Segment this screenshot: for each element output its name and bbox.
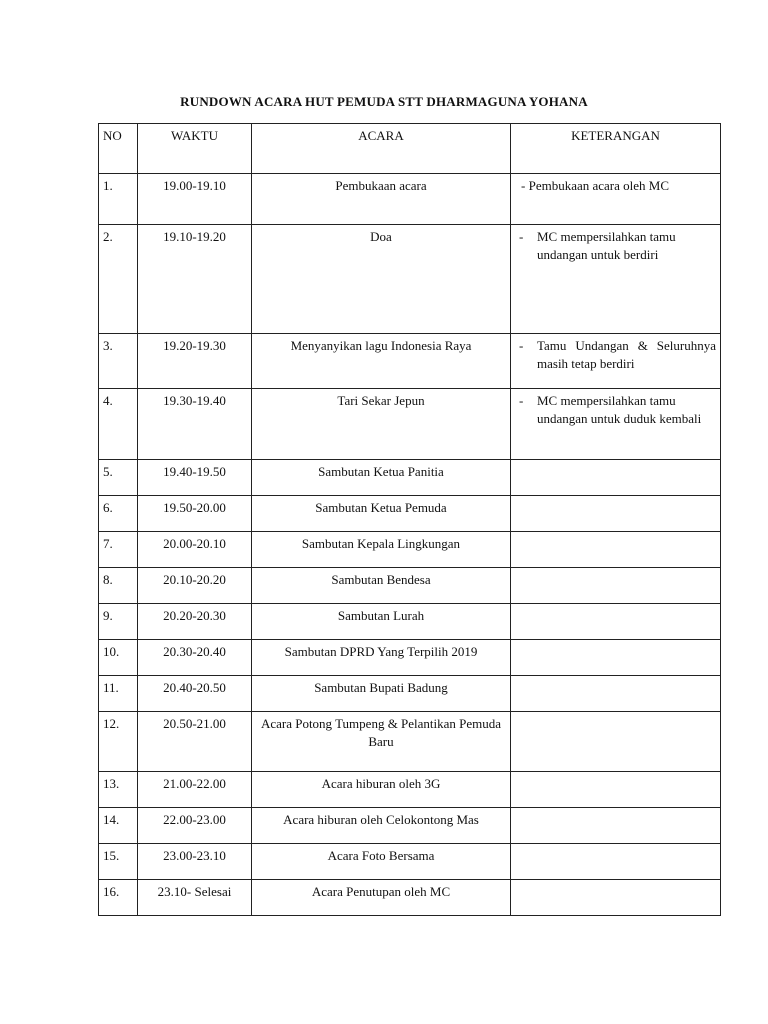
cell-note xyxy=(511,844,721,880)
table-row xyxy=(99,880,721,916)
note-text: MC mempersilahkan tamu undangan untuk berdiri xyxy=(537,229,676,262)
cell-time: 20.00-20.10 xyxy=(138,532,252,568)
cell-no: 1. xyxy=(99,174,138,225)
table-row xyxy=(99,568,721,604)
cell-activity: Acara Foto Bersama xyxy=(252,844,511,880)
note-dash: - xyxy=(521,178,526,193)
cell-activity: Menyanyikan lagu Indonesia Raya xyxy=(252,334,511,389)
cell-note xyxy=(511,568,721,604)
note-text: MC mempersilahkan tamu undangan untuk duduk kembali xyxy=(537,393,702,426)
cell-note xyxy=(511,640,721,676)
cell-activity: Acara hiburan oleh Celokontong Mas xyxy=(252,808,511,844)
cell-activity: Sambutan DPRD Yang Terpilih 2019 xyxy=(252,640,511,676)
table-row xyxy=(99,334,721,389)
cell-time: 20.40-20.50 xyxy=(138,676,252,712)
note-dash: - xyxy=(519,338,524,353)
table-row xyxy=(99,712,721,772)
cell-note xyxy=(511,225,721,334)
cell-note xyxy=(511,772,721,808)
table-row xyxy=(99,640,721,676)
cell-time: 20.20-20.30 xyxy=(138,604,252,640)
cell-no: 4. xyxy=(99,389,138,460)
cell-no: 10. xyxy=(99,640,138,676)
cell-activity: Sambutan Bendesa xyxy=(252,568,511,604)
cell-note xyxy=(511,496,721,532)
cell-no: 3. xyxy=(99,334,138,389)
cell-note xyxy=(511,712,721,772)
document-title: RUNDOWN ACARA HUT PEMUDA STT DHARMAGUNA YOHANA xyxy=(180,94,588,109)
note-text: Pembukaan acara oleh MC xyxy=(528,178,670,193)
cell-time: 19.40-19.50 xyxy=(138,460,252,496)
cell-note xyxy=(511,676,721,712)
table-row xyxy=(99,844,721,880)
table-row xyxy=(99,532,721,568)
cell-time: 21.00-22.00 xyxy=(138,772,252,808)
table-row xyxy=(99,772,721,808)
cell-no: 16. xyxy=(99,880,138,916)
table-header-row xyxy=(99,124,721,174)
cell-note xyxy=(511,389,721,460)
table-row xyxy=(99,808,721,844)
cell-time: 19.30-19.40 xyxy=(138,389,252,460)
header-note: KETERANGAN xyxy=(511,124,721,174)
cell-note xyxy=(511,604,721,640)
cell-time: 23.00-23.10 xyxy=(138,844,252,880)
cell-note xyxy=(511,880,721,916)
table-row xyxy=(99,676,721,712)
cell-no: 13. xyxy=(99,772,138,808)
cell-no: 6. xyxy=(99,496,138,532)
cell-no: 15. xyxy=(99,844,138,880)
header-no: NO xyxy=(99,124,138,174)
table-row xyxy=(99,225,721,334)
cell-no: 11. xyxy=(99,676,138,712)
table-row xyxy=(99,389,721,460)
cell-activity: Tari Sekar Jepun xyxy=(252,389,511,460)
table-row xyxy=(99,174,721,225)
cell-note xyxy=(511,334,721,389)
table-row xyxy=(99,460,721,496)
cell-note xyxy=(511,460,721,496)
cell-no: 5. xyxy=(99,460,138,496)
note-dash: - xyxy=(519,393,524,408)
cell-no: 7. xyxy=(99,532,138,568)
cell-time: 19.10-19.20 xyxy=(138,225,252,334)
cell-note xyxy=(511,174,721,225)
cell-activity: Sambutan Ketua Panitia xyxy=(252,460,511,496)
cell-time: 20.30-20.40 xyxy=(138,640,252,676)
table-row xyxy=(99,604,721,640)
cell-no: 14. xyxy=(99,808,138,844)
header-time: WAKTU xyxy=(138,124,252,174)
note-text: Tamu Undangan & Seluruhnya masih tetap berdiri xyxy=(537,338,716,371)
cell-time: 19.00-19.10 xyxy=(138,174,252,225)
header-activity: ACARA xyxy=(252,124,511,174)
cell-activity: Sambutan Lurah xyxy=(252,604,511,640)
cell-no: 8. xyxy=(99,568,138,604)
cell-activity: Sambutan Bupati Badung xyxy=(252,676,511,712)
cell-note xyxy=(511,532,721,568)
cell-activity: Acara Potong Tumpeng & Pelantikan Pemuda Baru xyxy=(252,712,511,772)
cell-activity: Sambutan Kepala Lingkungan xyxy=(252,532,511,568)
cell-activity: Acara Penutupan oleh MC xyxy=(252,880,511,916)
cell-note xyxy=(511,808,721,844)
cell-time: 20.10-20.20 xyxy=(138,568,252,604)
cell-no: 9. xyxy=(99,604,138,640)
cell-activity: Doa xyxy=(252,225,511,334)
rundown-table xyxy=(98,123,721,916)
cell-activity: Sambutan Ketua Pemuda xyxy=(252,496,511,532)
cell-time: 22.00-23.00 xyxy=(138,808,252,844)
cell-time: 23.10- Selesai xyxy=(138,880,252,916)
cell-no: 12. xyxy=(99,712,138,772)
cell-activity: Acara hiburan oleh 3G xyxy=(252,772,511,808)
cell-time: 20.50-21.00 xyxy=(138,712,252,772)
table-row xyxy=(99,496,721,532)
cell-activity: Pembukaan acara xyxy=(252,174,511,225)
note-dash: - xyxy=(519,229,524,244)
cell-no: 2. xyxy=(99,225,138,334)
cell-time: 19.50-20.00 xyxy=(138,496,252,532)
cell-time: 19.20-19.30 xyxy=(138,334,252,389)
